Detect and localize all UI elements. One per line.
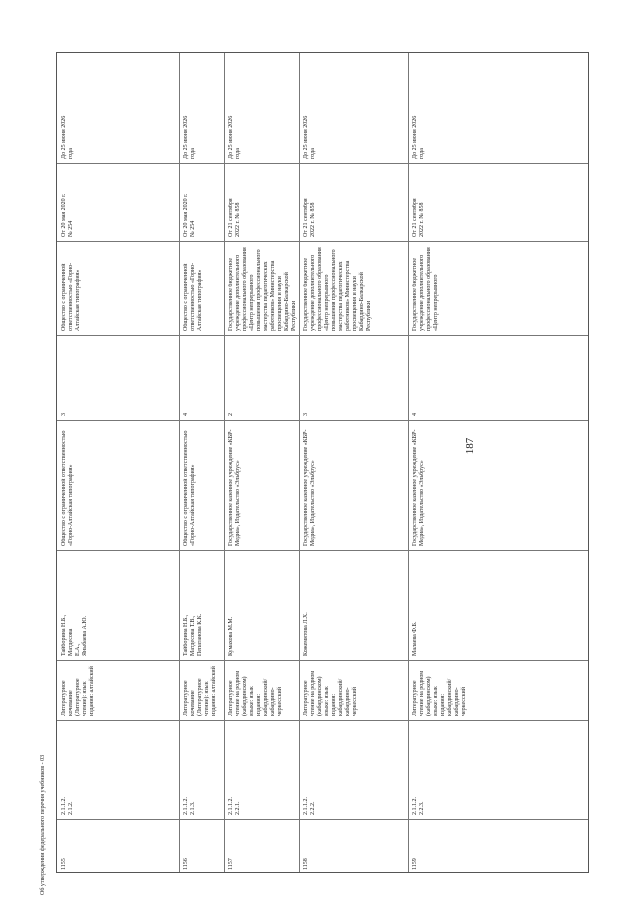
number-cell: 1157 [228,858,234,870]
publisher-cell: Государственное казенное учреждение «КБР-Медиа», Издательство «Эльбрус» [412,429,425,546]
column-divider [57,660,588,661]
order-cell: От 21 сентября 2022 г. № 858 [228,198,241,237]
order-cell: От 20 мая 2020 г. № 254 [183,193,196,237]
authors-cell: Тайборина Н.Б., Матдесова Т.В., Пепатанова К.К. [183,613,203,656]
column-divider [57,420,588,421]
column-divider [57,335,588,336]
publisher-cell: Общество с ограниченной ответственностью «Горно-Алтайская типография» [61,430,74,546]
code-cell: 2.1.1.2. 2.2.3. [412,797,425,815]
number-cell: 1156 [183,858,189,870]
provider-cell: Государственное бюджетное учреждение дополнительного профессионального образования «Центр непрерывного повышения профессионального мастерства педагогических работников» Министерства просвещения и науки Кабардино-Балкарской Республики [228,247,297,331]
textbook-table [56,52,589,873]
code-cell: 2.1.1.2. 2.1.3. [183,797,196,815]
column-divider [57,550,588,551]
deadline-cell: До 25 июня 2026 года [412,115,425,159]
publisher-cell: Государственное казенное учреждение «КБР-Медиа», Издательство «Эльбрус» [228,429,241,546]
publisher-cell: Государственное казенное учреждение «КБР-Медиа», Издательство «Эльбрус» [303,429,316,546]
deadline-cell: До 25 июня 2026 года [61,115,74,159]
authors-cell: Кожемятова Л.Х. [303,612,309,656]
deadline-cell: До 25 июня 2026 года [183,115,196,159]
authors-cell: Тайборина Н.Б., Матдесова Е.А., Яныбаева А.Ю. [61,614,88,656]
page-number: 187 [464,437,476,455]
publisher-cell: Общество с ограниченной ответственностью «Горно-Алтайская типография» [183,430,196,546]
column-divider [57,720,588,721]
footer-note: Об утверждении федерального перечня учебников - 03 [40,754,46,895]
title-cell: Литературное чтение на родном (кабардинском) языке: язык издания: кабардинский/кабардино-черкесский [412,670,467,716]
order-cell: От 21 сентября 2022 г. № 858 [412,198,425,237]
deadline-cell: До 25 июня 2026 года [228,115,241,159]
authors-cell: Малаева Ф.Б. [412,621,418,656]
grade-cell: 4 [412,413,418,416]
provider-cell: Общество с ограниченной ответственностью «Горно-Алтайская типография» [61,262,81,331]
number-cell: 1158 [303,858,309,870]
grade-cell: 3 [61,413,67,416]
number-cell: 1155 [61,858,67,870]
number-cell: 1159 [412,858,418,870]
title-cell: Литературное кочевание (Литературное чтение): язык издания: алтайский [183,666,217,716]
order-cell: От 20 мая 2020 г. № 254 [61,193,74,237]
deadline-cell: До 25 июня 2026 года [303,115,316,159]
column-divider [57,819,588,820]
provider-cell: Общество с ограниченной ответственностью «Горно-Алтайская типография» [183,262,203,331]
grade-cell: 2 [228,413,234,416]
row-divider [224,53,225,872]
code-cell: 2.1.1.2. 2.1.2. [61,797,74,815]
provider-cell: Государственное бюджетное учреждение дополнительного профессионального образования «Центр непрерывного повышения профессионального мастерства педагогических работников» Министерства просвещения и науки Кабардино-Балкарской Республики [303,247,372,331]
column-divider [57,241,588,242]
title-cell: Литературное чтение на родном (кабардинском) языке: язык издания: кабардинский/кабардино-черкесский [228,670,283,716]
title-cell: Литературное кочевание (Литературное чтение): язык издания: алтайский [61,666,95,716]
authors-cell: Кумахова М.М. [228,616,234,656]
row-divider [299,53,300,872]
title-cell: Литературное чтение на родном (кабардинском) языке: язык издания: кабардинский/кабардино-черкесский [303,670,358,716]
grade-cell: 4 [183,413,189,416]
provider-cell: Государственное бюджетное учреждение дополнительного профессионального образования «Центр непрерывного [412,247,439,331]
order-cell: От 21 сентября 2022 г. № 858 [303,198,316,237]
grade-cell: 3 [303,413,309,416]
column-divider [57,163,588,164]
code-cell: 2.1.1.2. 2.2.1. [228,797,241,815]
code-cell: 2.1.1.2. 2.2.2. [303,797,316,815]
row-divider [408,53,409,872]
row-divider [179,53,180,872]
